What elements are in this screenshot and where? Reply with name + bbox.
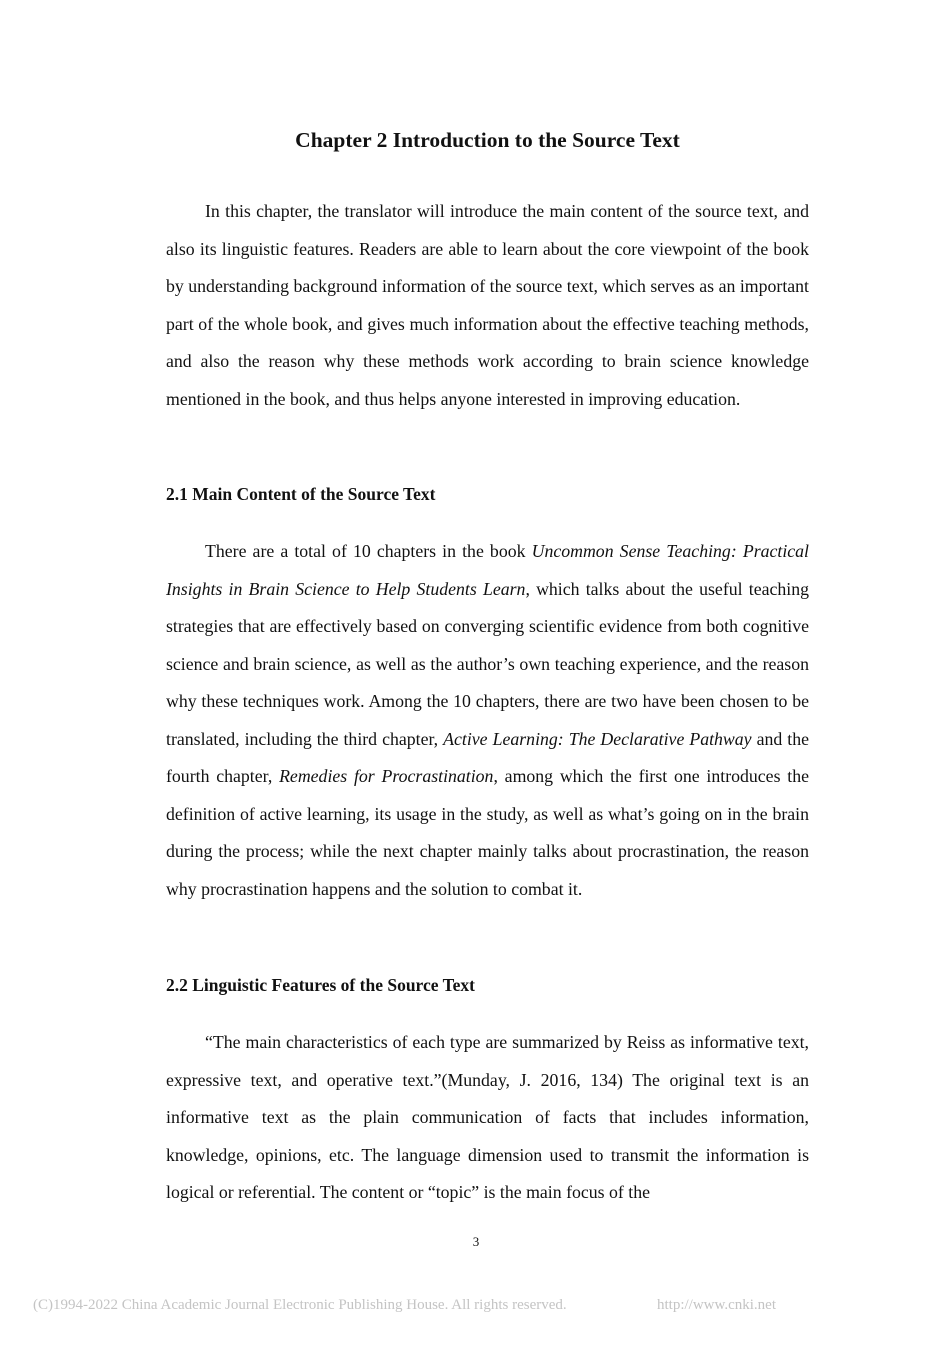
chapter-3-title: Active Learning: The Declarative Pathway [443,728,752,749]
paragraph-text: There are a total of 10 chapters in the book [205,541,532,561]
section-heading-2-2: 2.2 Linguistic Features of the Source Text [166,975,476,995]
chapter-4-title: Remedies for Procrastination [279,766,494,786]
section-heading-2-1: 2.1 Main Content of the Source Text [166,484,436,504]
linguistic-features-paragraph: “The main characteristics of each type are summarized by Reiss as informative text, expressive text, and operative text.”(Munday, J. 2016, 134) The original text is an informative text as the plain communication of facts that includes information, knowledge, opinions, etc. The language dimension used to transmit the information is logical or referential. The content or “topic” is the main focus of the [166,1032,809,1202]
footer-url: http://www.cnki.net [657,1297,777,1313]
paragraph-text: and the fourth chapter, [166,728,809,786]
main-content-paragraph [166,533,809,908]
book-title: Uncommon Sense Teaching: Practical Insights in Brain Science to Help Students Learn [166,541,810,599]
paragraph-text: , which talks about the useful teaching strategies that are effectively based on converging scientific evidence from both cognitive science and brain science, as well as the author’s own teaching experience, and the reason why these techniques work. Among the 10 chapters, there are two have been chosen to be translated, including the third chapter, [166,578,809,749]
chapter-title: Chapter 2 Introduction to the Source Text [295,128,680,152]
copyright-notice: (C)1994-2022 China Academic Journal Electronic Publishing House. All rights reserved. [33,1297,567,1313]
page-number: 3 [472,1234,480,1249]
intro-paragraph: In this chapter, the translator will introduce the main content of the source text, and also its linguistic features. Readers are able to learn about the core viewpoint of the book by understanding background information of the source text, which serves as an important part of the whole book, and gives much information about the effective teaching methods, and also the reason why these methods work according to brain science knowledge mentioned in the book, and thus helps anyone interested in improving education. [166,201,809,409]
paragraph-text: , among which the first one introduces the definition of active learning, its usage in the study, as well as what’s going on in the brain during the process; while the next chapter mainly talks about procrastination, the reason why procrastination happens and the solution to combat it. [166,766,809,899]
